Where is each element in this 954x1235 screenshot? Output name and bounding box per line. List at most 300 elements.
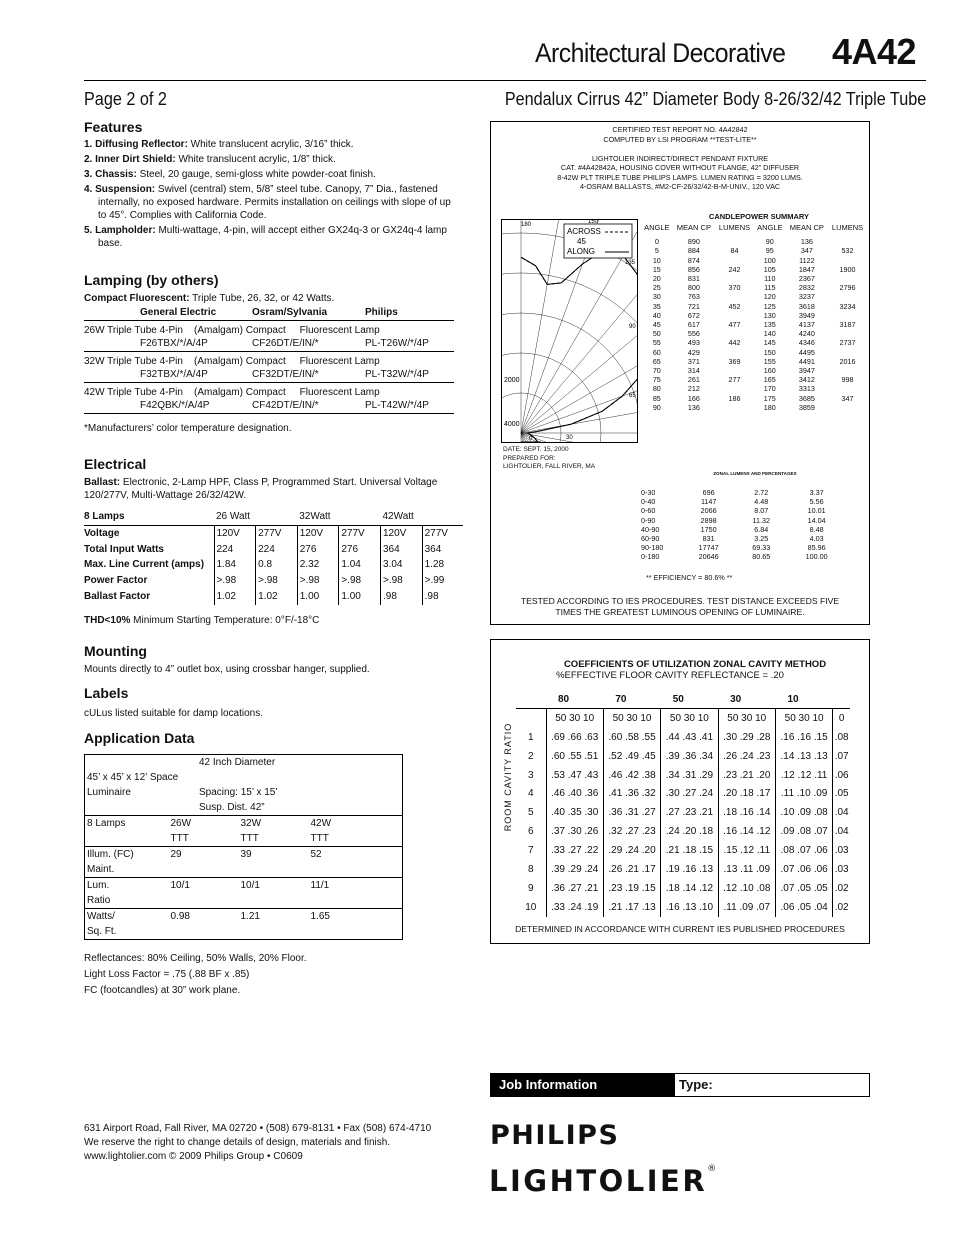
cp-row: [641, 302, 867, 311]
job-information-bar: [490, 1073, 870, 1097]
zonal-cell: 17747: [698, 543, 719, 553]
photometry-footer-line: TIMES THE GREATEST LUMINOUS OPENING OF LUMINAIRE.: [555, 606, 805, 617]
zonal-row: [641, 525, 847, 534]
zonal-cell: 0-60: [641, 506, 656, 516]
cp-cell: 115: [764, 283, 776, 293]
electrical-value: 364: [422, 542, 463, 558]
cp-cell: 721: [687, 301, 700, 311]
electrical-value: .98: [381, 589, 423, 605]
cp-cell: [715, 292, 754, 301]
lamping-heading: Lamping (by others): [84, 272, 219, 288]
cp-cell: 2796: [839, 283, 856, 293]
col-osram: Osram/Sylvania: [252, 307, 328, 318]
cp-cell: 3949: [798, 310, 815, 320]
cp-cell: 4346: [798, 338, 815, 348]
cp-cell: 314: [687, 366, 700, 376]
zonal-cell: 1750: [700, 524, 717, 534]
application-value: 29: [169, 847, 239, 878]
app-label-b: Ratio: [87, 895, 111, 906]
ballast-desc: Electronic, 2-Lamp HPF, Class P, Programmed Start. Universal Voltage 120/277V, Multi-Wattage 26/32/42W.: [84, 477, 438, 501]
cp-cell: 95: [765, 246, 774, 256]
cp-title: CANDLEPOWER SUMMARY: [708, 212, 810, 221]
cp-cell: [828, 311, 867, 320]
cp-cell: 25: [652, 283, 661, 293]
cu-side-label: ROOM CAVITY RATIO: [503, 722, 513, 832]
cp-cell: 30: [652, 292, 661, 302]
cp-cell: 4495: [798, 347, 815, 357]
cp-cell: 532: [841, 246, 854, 256]
cp-cell: 800: [687, 283, 700, 293]
electrical-row: [84, 542, 463, 558]
date-line: PREPARED FOR:: [503, 454, 556, 462]
polar-label-135: 135: [625, 260, 636, 266]
application-row: [85, 847, 403, 878]
cp-cell: 20: [652, 274, 661, 284]
cp-cell: 212: [687, 384, 700, 394]
cp-row: [641, 256, 867, 265]
zonal-cell: 6.84: [754, 524, 769, 534]
zonal-table: [641, 488, 847, 562]
application-value: 0.98: [169, 909, 239, 940]
lamp-philips: PL-T32W/*/4P: [365, 369, 429, 380]
cf-text: Triple Tube, 26, 32, or 42 Watts.: [189, 293, 335, 304]
cu-value: .07 .06 .06: [775, 860, 832, 879]
cp-cell: 140: [763, 329, 776, 339]
job-type-field[interactable]: [675, 1074, 869, 1096]
zonal-cell: 10.01: [807, 506, 826, 516]
polar-label-65: 65: [629, 393, 636, 399]
zonal-row: [641, 516, 847, 525]
labels-section: [84, 685, 454, 720]
cu-value: .39 .29 .24: [546, 860, 603, 879]
electrical-table: [84, 509, 463, 605]
cu-value: .15 .12 .11: [718, 841, 775, 860]
cu-value: .02: [833, 898, 850, 917]
cu-ceiling-head: 10: [787, 693, 799, 705]
cp-cell: 242: [728, 264, 741, 274]
cp-cell: 136: [687, 402, 700, 412]
cu-walls-head: 50 30 10: [546, 709, 603, 728]
cp-cell: [828, 274, 867, 283]
footer-line: We reserve the right to change details of design, materials and finish.: [84, 1137, 391, 1148]
cu-value: .05: [833, 784, 850, 803]
cp-cell: 2737: [839, 338, 856, 348]
date-line: LIGHTOLIER, FALL RIVER, MA: [503, 463, 596, 470]
zonal-cell: 11.32: [752, 515, 770, 525]
lamping-cf-line: [84, 292, 454, 305]
report-date: [503, 446, 595, 472]
cp-cell: 277: [728, 375, 741, 385]
app-w26: 26W: [170, 818, 192, 829]
application-value: 1.21: [239, 909, 309, 940]
electrical-value: 277V: [256, 525, 298, 541]
electrical-row: [84, 589, 463, 605]
cp-cell: 55: [652, 338, 661, 348]
catalog-code: 4A42: [832, 31, 917, 72]
candlepower-table: [641, 223, 867, 412]
cp-cell: 890: [687, 237, 700, 247]
cu-value: .69 .66 .63: [546, 728, 603, 747]
lamp-ge: F32TBX/*/A/4P: [140, 369, 208, 380]
cu-value: .46 .40 .36: [546, 784, 603, 803]
cu-ceiling-head: 30: [730, 693, 742, 705]
cp-cell: 617: [687, 320, 700, 330]
cp-cell: 166: [687, 393, 700, 403]
electrical-value: >.98: [381, 573, 423, 589]
cp-cell: 2367: [798, 274, 815, 284]
application-value: 10/1: [239, 878, 309, 909]
feature-label: Suspension:: [95, 184, 156, 195]
report-line: 8-42W PLT TRIPLE TUBE PHILIPS LAMPS. LUMEN RATING = 3200 LUMS.: [557, 172, 803, 182]
cp-row: [641, 274, 867, 283]
cp-cell: 1847: [798, 264, 815, 274]
lamp-row: [84, 352, 454, 383]
lamping-col-header: [84, 305, 454, 321]
cp-head: MEAN CP: [676, 223, 711, 232]
lightolier-logo: [489, 1164, 719, 1198]
cp-cell: 15: [652, 264, 661, 274]
cu-rcr: 9: [527, 882, 534, 894]
zonal-cell: 14.04: [807, 515, 826, 525]
cp-cell: 493: [687, 338, 700, 348]
cu-footer: DETERMINED IN ACCORDANCE WITH CURRENT IES PUBLISHED PROCEDURES: [515, 924, 845, 934]
cp-cell: [715, 384, 754, 393]
cp-cell: 369: [728, 356, 741, 366]
electrical-value: >.98: [297, 573, 339, 589]
zonal-row: [641, 534, 847, 543]
zonal-cell: 1147: [700, 497, 717, 507]
zonal-row: [641, 552, 847, 561]
lamping-rows: [84, 321, 454, 414]
cp-cell: 347: [800, 246, 813, 256]
job-info-label: Job Information: [499, 1077, 598, 1092]
cp-row: [641, 357, 867, 366]
cp-cell: 145: [763, 338, 776, 348]
cu-title: COEFFICIENTS OF UTILIZATION ZONAL CAVITY METHOD: [563, 659, 827, 670]
cp-cell: 155: [763, 356, 776, 366]
cu-value: .26 .21 .17: [603, 860, 660, 879]
cu-value: .04: [833, 803, 850, 822]
zonal-cell: 90-180: [641, 543, 664, 553]
cp-cell: 556: [687, 329, 700, 339]
cu-walls-head: 50 30 10: [775, 709, 832, 728]
cu-rcr: 8: [527, 863, 534, 875]
cp-cell: 2016: [839, 356, 856, 366]
cp-cell: 150: [763, 347, 776, 357]
mounting-section: [84, 643, 454, 676]
cu-value: .34 .31 .29: [661, 766, 718, 785]
cu-value: .60 .55 .51: [546, 747, 603, 766]
legend-45: 45: [577, 237, 586, 246]
cu-value: .11 .10 .09: [775, 784, 832, 803]
cf-label: Compact Fluorescent:: [84, 293, 190, 304]
date-line: DATE: SEPT. 15, 2000: [503, 446, 569, 453]
cu-row: [516, 728, 850, 747]
efficiency: ** EFFICIENCY = 80.6% **: [646, 573, 733, 582]
cp-row: [641, 375, 867, 384]
feature-label: Chassis:: [95, 169, 137, 180]
app-label-b: Maint.: [87, 864, 115, 875]
electrical-value: >.98: [339, 573, 381, 589]
cu-value: .39 .36 .34: [661, 747, 718, 766]
lamp-row: [84, 383, 454, 414]
cu-rcr: 4: [527, 788, 534, 800]
cp-cell: 672: [687, 310, 700, 320]
feature-number: 1.: [84, 139, 93, 150]
app-label-a: Lum.: [87, 880, 110, 891]
cu-value: .13 .11 .09: [718, 860, 775, 879]
cp-row: [641, 338, 867, 347]
cu-value: .44 .43 .41: [661, 728, 718, 747]
cp-row: [641, 366, 867, 375]
cp-cell: 60: [652, 347, 661, 357]
electrical-value: 2.32: [297, 557, 339, 573]
cu-value: .08 .07 .06: [775, 841, 832, 860]
cp-cell: 100: [763, 255, 776, 265]
cp-cell: 105: [763, 264, 776, 274]
cu-value: .21 .17 .13: [603, 898, 660, 917]
cu-value: .20 .18 .17: [718, 784, 775, 803]
cu-value: .37 .30 .26: [546, 822, 603, 841]
application-row-label: [85, 909, 169, 940]
cp-cell: 85: [652, 393, 661, 403]
feature-text: White translucent acrylic, 3/16” thick.: [187, 139, 354, 150]
app-label-b: Sq. Ft.: [87, 926, 117, 937]
cu-value: .16 .13 .10: [661, 898, 718, 917]
cu-table: [516, 690, 850, 917]
lamp-philips: PL-T42W/*/4P: [365, 400, 429, 411]
cp-cell: 3234: [839, 301, 856, 311]
electrical-value: 1.02: [256, 589, 298, 605]
mounting-text: Mounts directly to 4” outlet box, using crossbar hanger, supplied.: [84, 664, 370, 675]
cu-value: .27 .23 .21: [661, 803, 718, 822]
cp-row: [641, 403, 867, 412]
cu-ceiling-head: 80: [558, 693, 570, 705]
cu-value: .46 .42 .38: [603, 766, 660, 785]
cp-cell: 3187: [839, 320, 856, 330]
polar-label-30: 30: [566, 435, 573, 441]
application-notes: [84, 951, 414, 999]
application-value: 10/1: [169, 878, 239, 909]
cp-cell: [715, 237, 754, 246]
feature-item: [84, 153, 454, 166]
cu-subtitle: %EFFECTIVE FLOOR CAVITY REFLECTANCE = .20: [556, 670, 784, 681]
document-title: Architectural Decorative: [535, 38, 786, 68]
cp-cell: 3618: [798, 301, 815, 311]
cp-cell: 170: [763, 384, 776, 394]
polar-label-4000: 4000: [504, 421, 520, 428]
cp-cell: 130: [763, 310, 776, 320]
cp-row: [641, 329, 867, 338]
electrical-value: 276: [339, 542, 381, 558]
etbl-head-32: 32Watt: [299, 511, 331, 522]
features-section: [84, 119, 454, 252]
cp-head: MEAN CP: [789, 223, 824, 232]
app-w42: 42W: [310, 818, 332, 829]
cp-cell: 90: [652, 402, 661, 412]
feature-label: Lampholder:: [95, 225, 156, 236]
cp-cell: 80: [652, 384, 661, 394]
cp-cell: 874: [687, 255, 700, 265]
header-rule: [84, 80, 926, 81]
footer-line: 631 Airport Road, Fall River, MA 02720 • (508) 679-8131 • Fax (508) 674-4710: [84, 1123, 432, 1134]
zonal-cell: 2.72: [754, 488, 769, 497]
cp-cell: 763: [687, 292, 700, 302]
legend-across: ACROSS: [567, 227, 601, 236]
cu-row: [516, 879, 850, 898]
cu-value: .14 .13 .13: [775, 747, 832, 766]
cp-cell: 40: [652, 310, 661, 320]
cu-value: .21 .18 .15: [661, 841, 718, 860]
cp-cell: 136: [800, 237, 813, 247]
cp-cell: 165: [763, 375, 776, 385]
cp-cell: 347: [841, 393, 854, 403]
col-ge: General Electric: [140, 307, 217, 318]
cp-cell: [828, 292, 867, 301]
cp-cell: 175: [763, 393, 776, 403]
cp-row: [641, 246, 867, 255]
app-lamps: 8 Lamps: [85, 816, 169, 847]
zonal-row: [641, 543, 847, 552]
cu-value: .32 .27 .23: [603, 822, 660, 841]
features-list: [84, 138, 454, 250]
cu-value: .60 .58 .55: [603, 728, 660, 747]
cu-ceiling-head: 70: [615, 693, 627, 705]
electrical-value: >.98: [256, 573, 298, 589]
features-heading: Features: [84, 119, 143, 135]
lamp-desc: 42W Triple Tube 4-Pin (Amalgam) Compact Fluorescent Lamp: [84, 387, 380, 398]
cp-cell: 477: [728, 320, 741, 330]
zonal-cell: 0-180: [641, 552, 660, 562]
product-subtitle: Pendalux Cirrus 42” Diameter Body 8-26/32/42 Triple Tube: [504, 89, 926, 109]
lamping-section: [84, 272, 454, 435]
electrical-value: 277V: [339, 525, 381, 541]
cu-value: .53 .47 .43: [546, 766, 603, 785]
cp-cell: 125: [763, 301, 776, 311]
cp-cell: [828, 403, 867, 412]
zonal-cell: 4.03: [809, 534, 824, 544]
report-line: COMPUTED BY LSI PROGRAM **TEST-LITE**: [603, 134, 757, 144]
lamp-osram: CF42DT/E/IN/*: [252, 400, 319, 411]
cu-value: .12 .12 .11: [775, 766, 832, 785]
zonal-cell: 80.65: [752, 552, 771, 562]
electrical-section: [84, 456, 464, 627]
cu-value: .03: [833, 860, 850, 879]
cu-value: .19 .16 .13: [661, 860, 718, 879]
lamp-ge: F42QBK/*/A/4P: [140, 400, 210, 411]
cu-row: [516, 898, 850, 917]
cp-row: [641, 265, 867, 274]
cu-ceiling-head: 50: [672, 693, 684, 705]
cu-value: .30 .29 .28: [718, 728, 775, 747]
cp-cell: [715, 311, 754, 320]
cu-value: .11 .09 .07: [718, 898, 775, 917]
candlepower-summary: [641, 212, 869, 412]
cp-cell: 3237: [798, 292, 815, 302]
cu-value: .23 .19 .15: [603, 879, 660, 898]
electrical-value: 1.00: [297, 589, 339, 605]
cp-cell: [828, 348, 867, 357]
electrical-value: >.98: [214, 573, 256, 589]
cp-row: [641, 320, 867, 329]
cu-value: .40 .35 .30: [546, 803, 603, 822]
cp-cell: 65: [652, 356, 661, 366]
cp-head: ANGLE: [644, 223, 670, 232]
application-row: [85, 909, 403, 940]
cp-cell: 3313: [798, 384, 815, 394]
zonal-cell: 0-90: [641, 515, 656, 525]
polar-label-150: 150: [588, 219, 599, 225]
cp-cell: 90: [765, 237, 774, 247]
cu-row: [516, 841, 850, 860]
zonal-cell: 3.25: [754, 534, 769, 544]
cp-cell: 3947: [798, 366, 815, 376]
cu-walls-head: 0: [833, 709, 850, 728]
cp-cell: 442: [728, 338, 741, 348]
feature-label: Inner Dirt Shield:: [95, 154, 176, 165]
application-value: 11/1: [309, 878, 403, 909]
report-header: [491, 125, 869, 192]
cu-value: .36 .27 .21: [546, 879, 603, 898]
electrical-row-label: Voltage: [84, 527, 120, 539]
electrical-value: 0.8: [256, 557, 298, 573]
cp-cell: 180: [763, 402, 776, 412]
cu-row: [516, 766, 850, 785]
photometric-report-box: [490, 121, 870, 625]
cp-cell: 429: [687, 347, 700, 357]
cu-row: [516, 784, 850, 803]
application-note: FC (footcandles) at 30” work plane.: [84, 985, 241, 996]
feature-label: Diffusing Reflector:: [95, 139, 188, 150]
report-line: [491, 144, 869, 154]
etbl-head-42: 42Watt: [382, 511, 414, 522]
feature-item: [84, 183, 454, 222]
feature-item: [84, 224, 454, 250]
cp-cell: 371: [687, 356, 700, 366]
cu-value: .18 .16 .14: [718, 803, 775, 822]
cp-cell: 452: [728, 301, 741, 311]
cu-value: .16 .14 .12: [718, 822, 775, 841]
ballast-label: Ballast:: [84, 477, 121, 488]
app-susp: Susp. Dist. 42”: [199, 802, 265, 813]
zonal-cell: 696: [702, 488, 715, 497]
lamp-philips: PL-T26W/*/4P: [365, 338, 429, 349]
cp-row: [641, 384, 867, 393]
cu-value: .07: [833, 747, 850, 766]
cp-cell: 50: [652, 329, 661, 339]
thd-text: Minimum Starting Temperature: 0°F/-18°C: [130, 614, 320, 626]
zonal-cell: 0-40: [641, 497, 656, 507]
cp-head: ANGLE: [757, 223, 783, 232]
feature-text: Swivel (central) stem, 5/8” steel tube. Canopy, 7” Dia., fastened internally, no exposed hardware. Permits installation on ceilings with slope of up to 45°. Complies with California Code.: [98, 184, 451, 221]
zonal-cell: 3.37: [809, 488, 824, 497]
cu-value: .52 .49 .45: [603, 747, 660, 766]
cp-cell: 3859: [798, 402, 815, 412]
cp-cell: 110: [764, 274, 776, 284]
app-label-a: Watts/: [87, 911, 115, 922]
zonal-cell: 831: [702, 534, 715, 544]
electrical-value: 364: [381, 542, 423, 558]
cu-value: .33 .24 .19: [546, 898, 603, 917]
cu-value: .41 .36 .32: [603, 784, 660, 803]
cu-row: [516, 860, 850, 879]
zonal-cell: 69.33: [752, 543, 771, 553]
cu-walls-head: 50 30 10: [661, 709, 718, 728]
cp-cell: 186: [728, 393, 741, 403]
cu-value: .36 .31 .27: [603, 803, 660, 822]
zonal-cell: 5.56: [809, 497, 824, 507]
feature-item: [84, 138, 454, 151]
